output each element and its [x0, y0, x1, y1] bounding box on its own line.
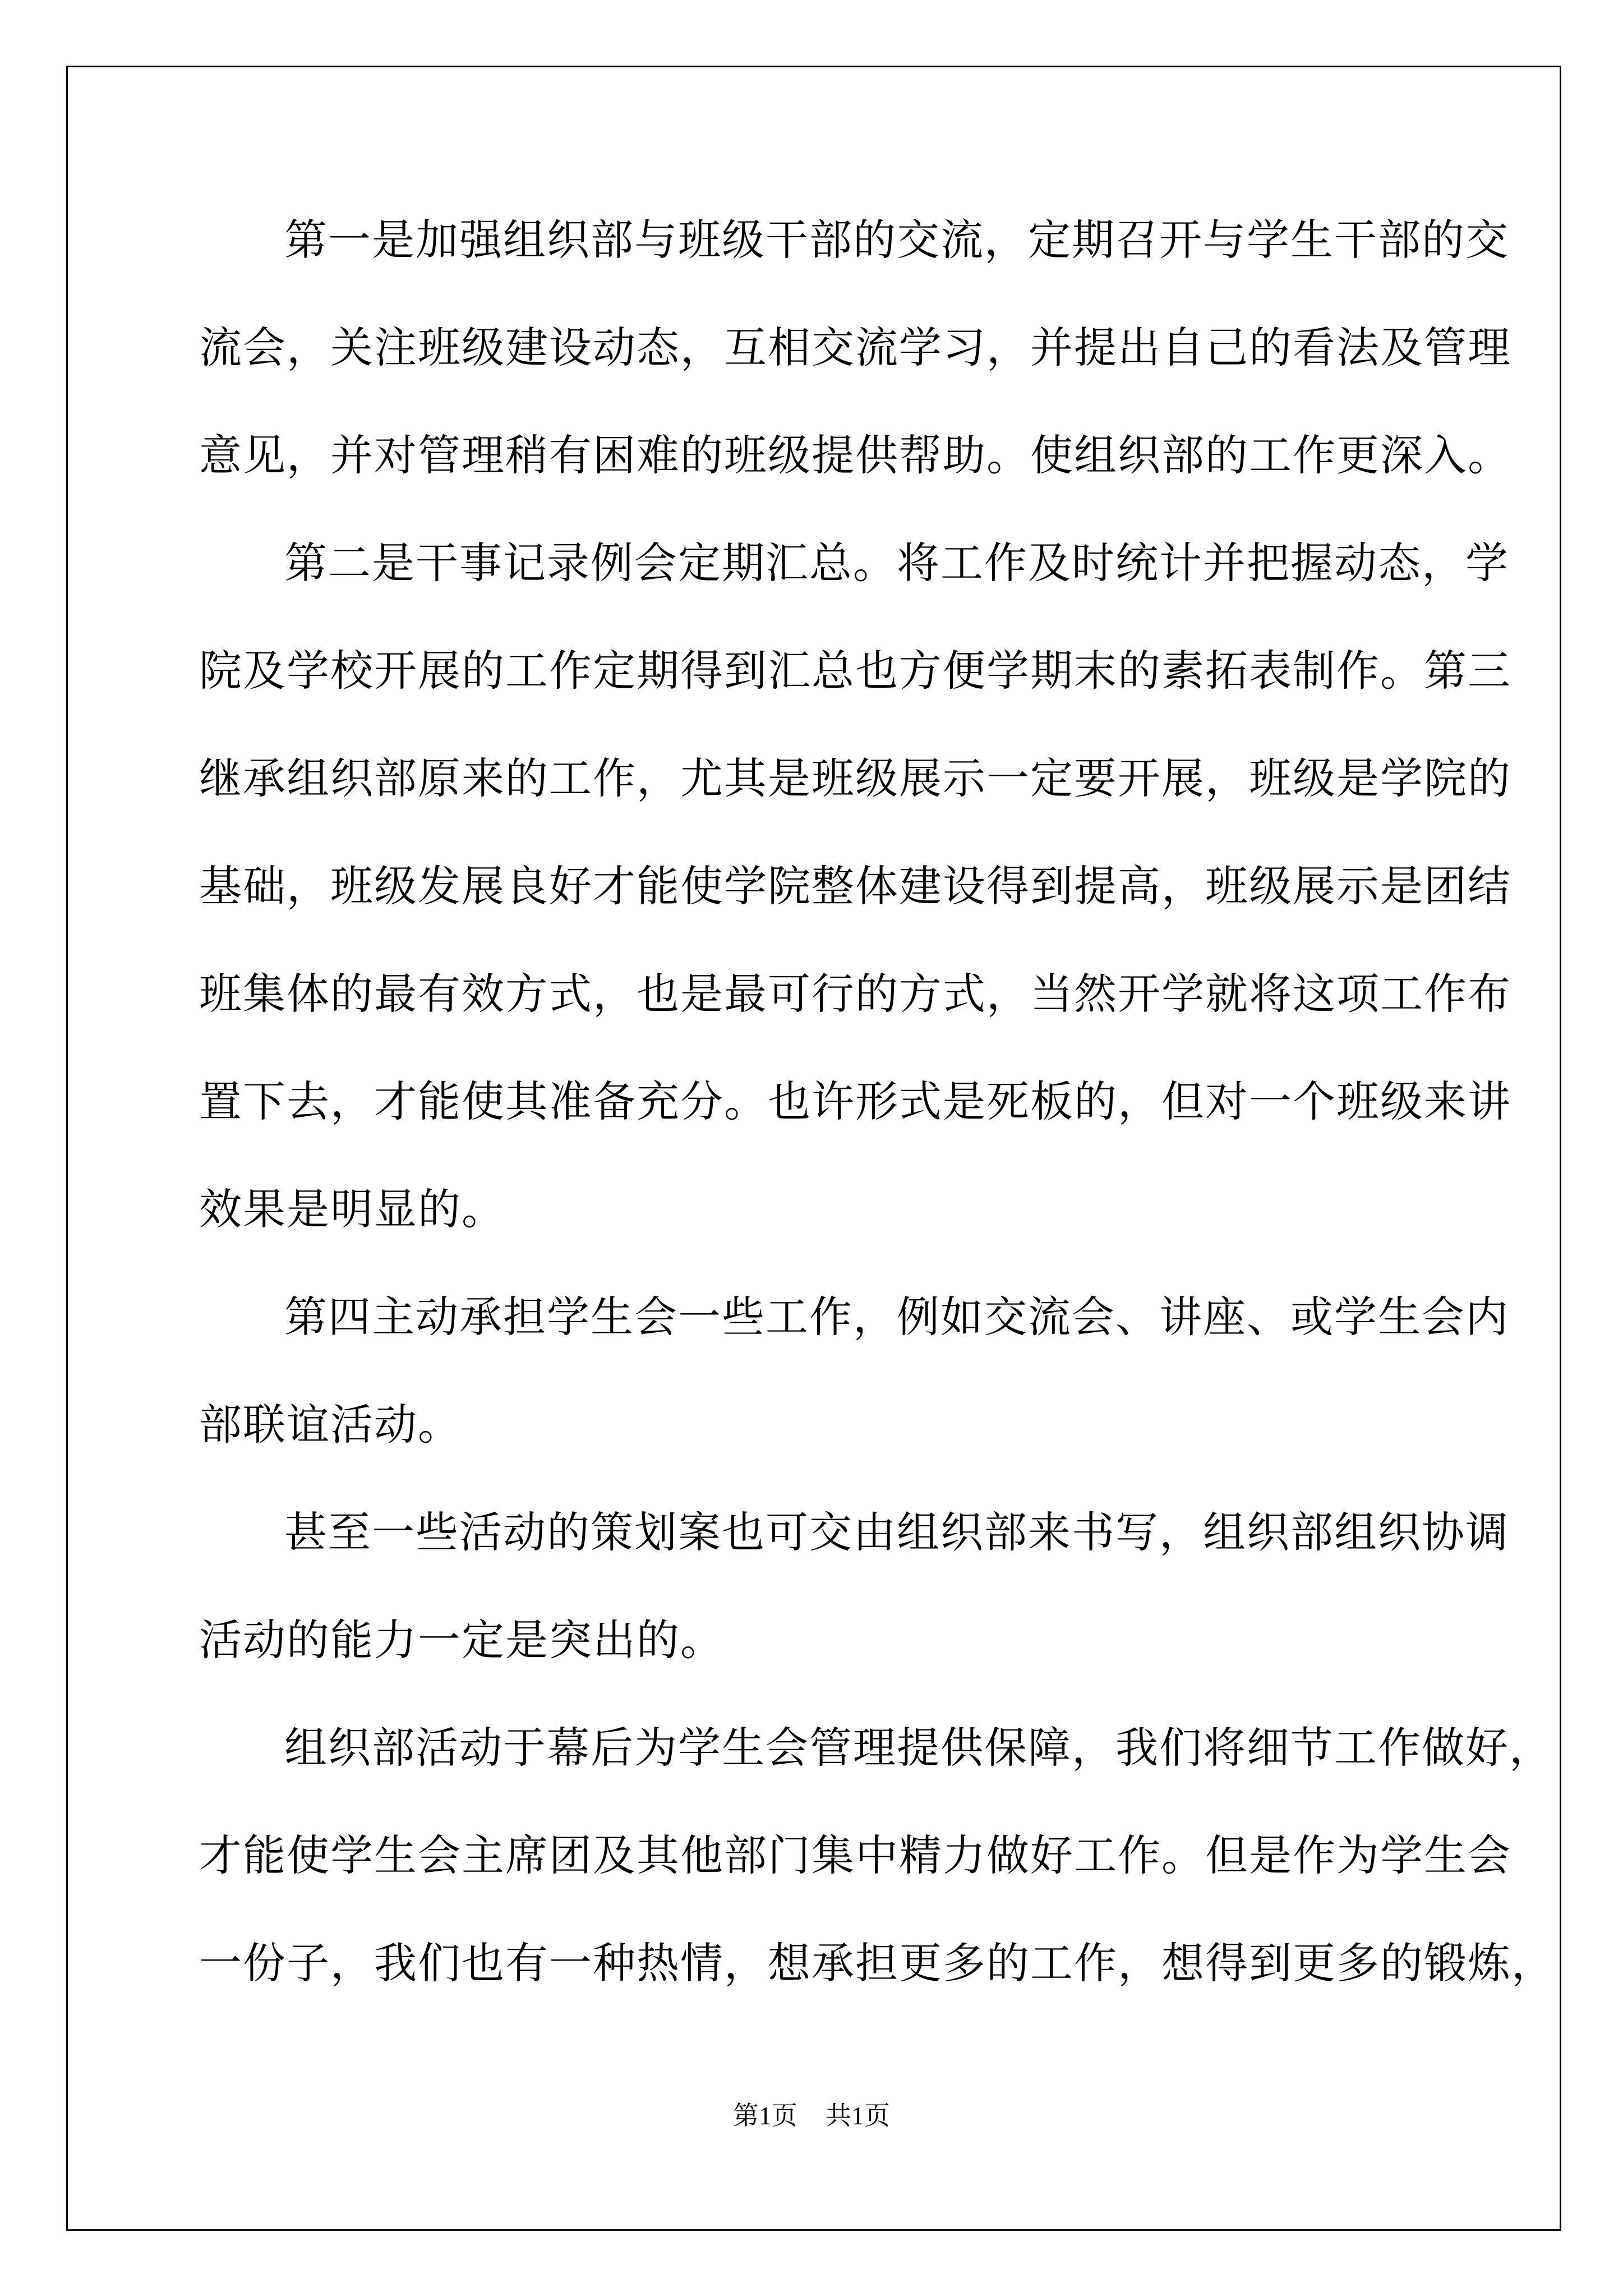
paragraph-2-line-5: 班集体的最有效方式，也是最可行的方式，当然开学就将这项工作布 [199, 969, 1511, 1019]
paragraph-5-line-2: 才能使学生会主席团及其他部门集中精力做好工作。但是作为学生会 [199, 1830, 1511, 1880]
paragraph-2-line-2: 院及学校开展的工作定期得到汇总也方便学期末的素拓表制作。第三 [199, 646, 1511, 696]
paragraph-3-line-2: 部联谊活动。 [199, 1400, 462, 1450]
paragraph-4-line-2: 活动的能力一定是突出的。 [199, 1615, 724, 1665]
page-footer [0, 2099, 1623, 2133]
paragraph-5-line-3: 一份子，我们也有一种热情，想承担更多的工作，想得到更多的锻炼， [199, 1938, 1555, 1988]
paragraph-1-line-1: 第一是加强组织部与班级干部的交流，定期召开与学生干部的交 [284, 215, 1509, 265]
paragraph-1-line-2: 流会，关注班级建设动态，互相交流学习，并提出自己的看法及管理 [199, 323, 1511, 372]
paragraph-2-line-6: 置下去，才能使其准备充分。也许形式是死板的，但对一个班级来讲 [199, 1076, 1511, 1126]
paragraph-1-line-3: 意见，并对管理稍有困难的班级提供帮助。使组织部的工作更深入。 [199, 430, 1511, 480]
page-number: 第1页 [733, 2101, 797, 2130]
paragraph-3-line-1: 第四主动承担学生会一些工作，例如交流会、讲座、或学生会内 [284, 1292, 1509, 1342]
paragraph-2-line-1: 第二是干事记录例会定期汇总。将工作及时统计并把握动态，学 [284, 538, 1509, 588]
paragraph-2-line-4: 基础，班级发展良好才能使学院整体建设得到提高，班级展示是团结 [199, 861, 1511, 911]
paragraph-2-line-7: 效果是明显的。 [199, 1184, 505, 1234]
paragraph-2-line-3: 继承组织部原来的工作，尤其是班级展示一定要开展，班级是学院的 [199, 753, 1511, 803]
page-total: 共1页 [826, 2101, 890, 2130]
paragraph-4-line-1: 甚至一些活动的策划案也可交由组织部来书写，组织部组织协调 [284, 1507, 1509, 1557]
paragraph-5-line-1: 组织部活动于幕后为学生会管理提供保障，我们将细节工作做好， [284, 1723, 1553, 1773]
document-body [199, 213, 1555, 2044]
